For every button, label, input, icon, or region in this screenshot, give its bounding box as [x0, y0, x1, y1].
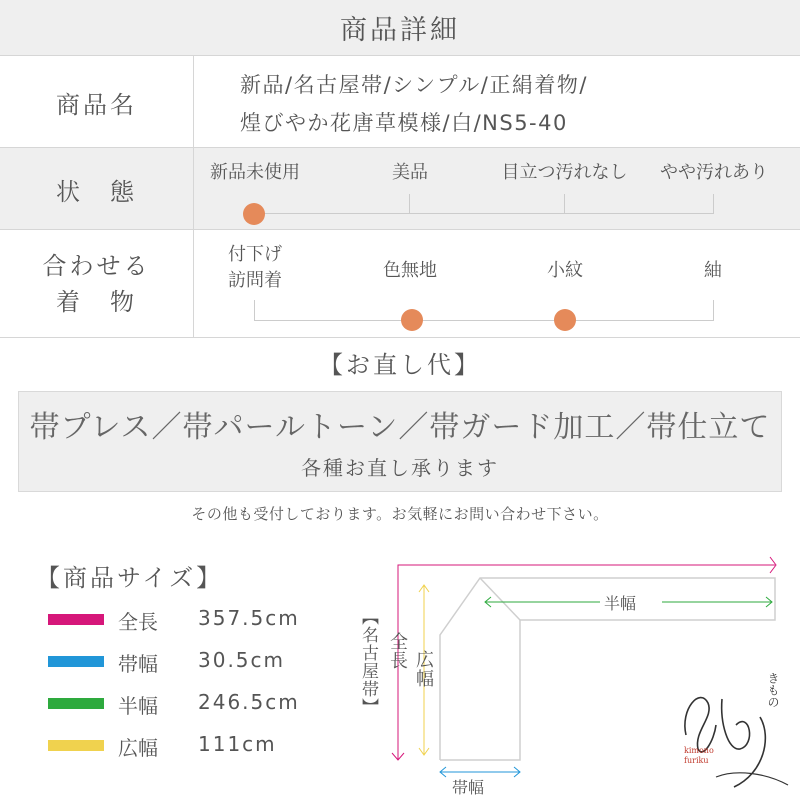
product-name-line1: 新品/名古屋帯/シンプル/正絹着物/ [240, 73, 588, 97]
size-name-obi-width: 帯幅 [118, 652, 158, 676]
product-name-value [240, 66, 588, 142]
diagram-wide-width-label: 広幅 [413, 650, 434, 688]
match-option-tsumugi: 紬 [704, 260, 722, 281]
diagram-half-width-label: 半幅 [604, 594, 637, 613]
match-option-tsukesage [212, 242, 298, 294]
size-value-obi-width: 30.5cm [198, 648, 286, 672]
condition-option-no-stain: 目立つ汚れなし [501, 162, 628, 183]
condition-option-good: 美品 [392, 162, 428, 183]
swatch-obi-width [48, 656, 104, 667]
match-label [0, 230, 193, 338]
page-title: 商品詳細 [0, 0, 800, 56]
size-value-half-width: 246.5cm [198, 690, 300, 714]
obi-outline-fold [480, 578, 520, 620]
diagram-obi-width-label: 帯幅 [452, 778, 485, 797]
match-label-line2: 着 物 [56, 288, 137, 316]
size-name-wide-width: 広幅 [118, 736, 158, 760]
match-selected-dot-komon [554, 309, 576, 331]
size-name-half-width: 半幅 [118, 694, 158, 718]
condition-tick [713, 194, 714, 214]
repair-title: 【お直し代】 [319, 351, 481, 379]
match-scale-line [254, 320, 714, 321]
table-divider [193, 56, 194, 338]
logo-latin-line1: kimono [684, 746, 714, 755]
match-tick [713, 300, 714, 320]
repair-subtitle: 各種お直し承ります [301, 456, 499, 480]
swatch-half-width [48, 698, 104, 709]
size-name-total-length: 全長 [118, 610, 158, 634]
condition-label: 状 態 [56, 177, 137, 206]
match-option-iromuji: 色無地 [383, 260, 437, 281]
size-value-wide-width: 111cm [198, 732, 277, 756]
product-name-label: 商品名 [56, 90, 137, 119]
match-selected-dot-iromuji [401, 309, 423, 331]
swatch-wide-width [48, 740, 104, 751]
match-option-tsukesage-line2: 訪問着 [228, 270, 282, 291]
size-value-total-length: 357.5cm [198, 606, 300, 630]
condition-selected-dot [243, 203, 265, 225]
swatch-total-length [48, 614, 104, 625]
product-name-line2: 煌びやか花唐草模様/白/NS5-40 [240, 111, 568, 135]
contact-note: その他も受付しております。お気軽にお問い合わせ下さい。 [191, 505, 609, 523]
match-option-komon: 小紋 [547, 260, 583, 281]
match-option-tsukesage-line1: 付下げ [228, 244, 282, 265]
diagram-total-length-label: 全長 [387, 632, 408, 670]
condition-option-new: 新品未使用 [210, 162, 300, 183]
match-tick [254, 300, 255, 320]
condition-tick [564, 194, 565, 214]
condition-option-slight-stain: やや汚れあり [660, 162, 768, 183]
diagram-type-label: 【名古屋帯】 [358, 608, 378, 716]
logo-kana: きもの [766, 672, 780, 708]
size-title: 【商品サイズ】 [36, 564, 224, 592]
match-label-line1: 合わせる [42, 252, 151, 280]
condition-tick [409, 194, 410, 214]
repair-services: 帯プレス／帯パールトーン／帯ガード加工／帯仕立て [29, 410, 771, 445]
condition-scale-line [254, 213, 714, 214]
logo-latin-line2: furiku [684, 756, 709, 765]
